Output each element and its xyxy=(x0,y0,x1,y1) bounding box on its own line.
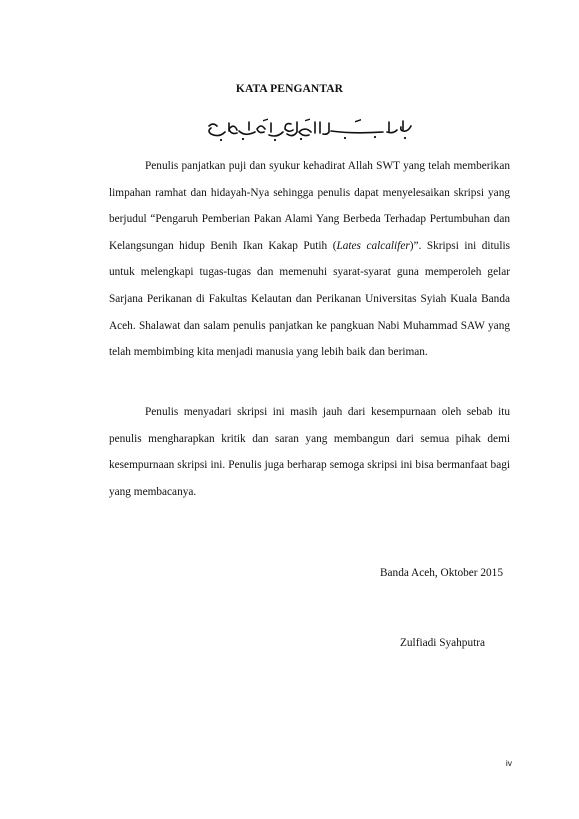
paragraph-closing-text: Penulis menyadari skripsi ini masih jauh dari kesempurnaan oleh sebab itu penulis mengharapkan kritik dan saran yang membangun dari semua pihak demi kesempurnaan skripsi ini. Penulis juga berharap semoga skripsi ini bisa bermanfaat bagi yang membacanya. xyxy=(109,406,510,498)
paragraph-intro xyxy=(109,153,510,366)
paragraph-closing xyxy=(109,399,510,505)
place-date: Banda Aceh, Oktober 2015 xyxy=(380,567,503,579)
paragraph-intro-text: Penulis panjatkan puji dan syukur kehadirat Allah SWT yang telah memberikan limpahan ramhat dan hidayah-Nya sehingga penulis dapat menyelesaikan skripsi yang berjudul “Pengaruh Pemberian Pakan Alami Yang Berbeda Terhadap Pertumbuhan dan Kelangsungan hidup Benih Ikan Kakap Putih ( xyxy=(109,160,510,252)
page-number: iv xyxy=(505,758,512,768)
page-title: KATA PENGANTAR xyxy=(235,83,344,95)
author-name: Zulfiadi Syahputra xyxy=(400,637,486,649)
basmala-calligraphy xyxy=(205,118,415,144)
species-name: Lates calcalifer xyxy=(336,239,410,252)
paragraph-intro-text-continued: )”. Skripsi ini ditulis untuk melengkapi tugas-tugas dan memenuhi syarat-syarat guna memperoleh gelar Sarjana Perikanan di Fakultas Kelautan dan Perikanan Universitas Syiah Kuala Banda Aceh. Shalawat dan salam penulis panjatkan ke pangkuan Nabi Muhammad SAW yang telah membimbing kita menjadi manusia yang lebih baik dan beriman. xyxy=(109,239,510,359)
